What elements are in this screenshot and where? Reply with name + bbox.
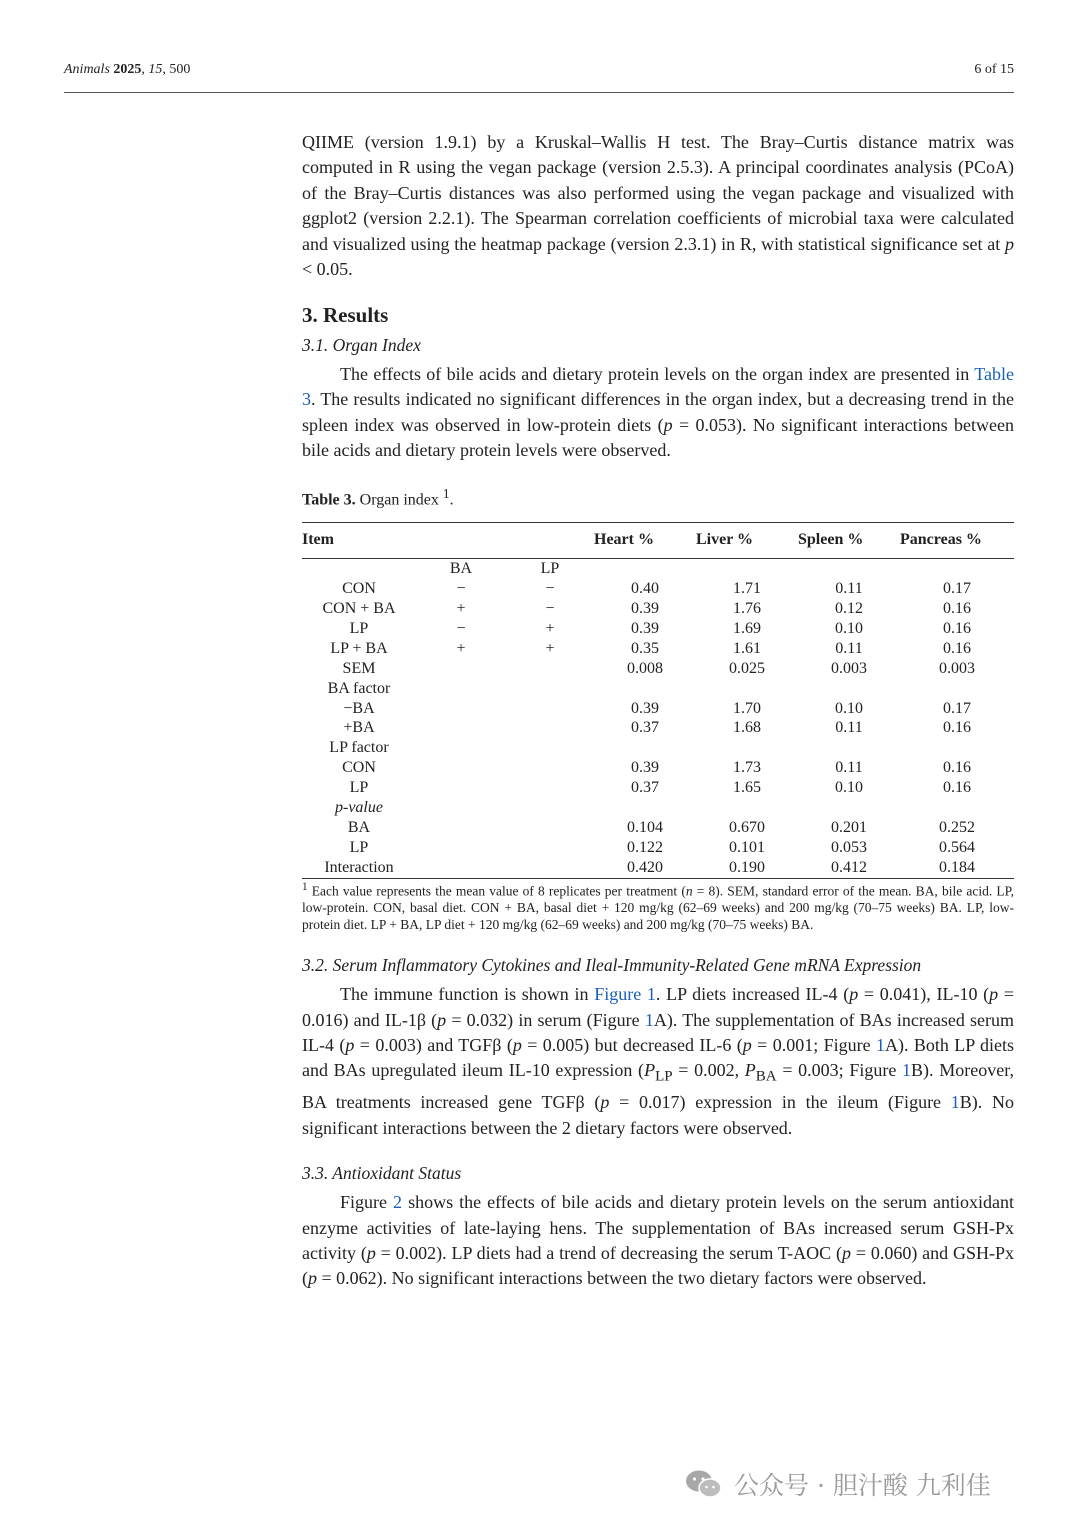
table-cell <box>594 679 696 699</box>
table-cell: 0.008 <box>627 659 663 677</box>
table-cell: − <box>545 580 555 598</box>
figure-1b-link[interactable]: 1 <box>902 1060 912 1081</box>
table-cell: 0.16 <box>943 719 971 737</box>
table-cell: 0.11 <box>835 719 863 737</box>
table-cell <box>416 778 506 798</box>
table-cell: 0.003 <box>831 659 867 677</box>
table-cell <box>506 778 594 798</box>
figure-2-link[interactable]: 2 <box>393 1192 403 1213</box>
table-cell <box>900 738 1014 758</box>
table-cell: −BA <box>343 699 375 717</box>
table-cell <box>798 559 900 579</box>
table-cell: 0.025 <box>729 659 765 677</box>
table-cell: 1.70 <box>733 699 761 717</box>
table-cell <box>506 838 594 858</box>
figure-1a-link[interactable]: 1 <box>644 1009 654 1030</box>
table-cell: Interaction <box>324 858 394 876</box>
table-cell: LP factor <box>329 739 389 757</box>
table-cell <box>594 738 696 758</box>
table-cell: 0.122 <box>627 838 663 856</box>
table-cell: 0.16 <box>943 639 971 657</box>
table-cell <box>416 858 506 878</box>
table-cell <box>506 738 594 758</box>
col-header-pancreas: Pancreas % <box>900 522 1014 558</box>
table-cell: CON + BA <box>322 600 396 618</box>
table-cell: 0.37 <box>631 779 659 797</box>
watermark-text: 公众号 · 胆汁酸 九利佳 <box>734 1471 991 1500</box>
table-row <box>302 659 1014 679</box>
table-cell <box>416 758 506 778</box>
table-cell: 0.40 <box>631 580 659 598</box>
table-row <box>302 699 1014 719</box>
table-cell <box>798 798 900 818</box>
table-cell <box>594 559 696 579</box>
table-cell: 0.10 <box>835 779 863 797</box>
wechat-icon <box>684 1468 724 1500</box>
table-cell: 0.17 <box>943 580 971 598</box>
table-cell: 0.39 <box>631 759 659 777</box>
table-row <box>302 778 1014 798</box>
table-cell <box>696 738 798 758</box>
table-cell <box>900 559 1014 579</box>
table-cell: +BA <box>343 719 375 737</box>
table-row <box>302 619 1014 639</box>
col-header-ba-blank <box>416 522 506 558</box>
table-cell <box>594 798 696 818</box>
table-cell: + <box>456 639 466 657</box>
table-cell: − <box>545 600 555 618</box>
table-row <box>302 679 1014 699</box>
table-cell: 0.39 <box>631 600 659 618</box>
table-cell: 0.37 <box>631 719 659 737</box>
table-cell <box>798 679 900 699</box>
table-row <box>302 579 1014 599</box>
table-cell <box>416 718 506 738</box>
table-cell <box>506 699 594 719</box>
table-cell <box>506 858 594 878</box>
table-cell: 0.35 <box>631 639 659 657</box>
table-cell: 0.101 <box>729 838 765 856</box>
table-cell: 0.003 <box>939 659 975 677</box>
header-rule <box>64 92 1014 93</box>
table-cell <box>416 699 506 719</box>
table-cell: 0.184 <box>939 858 975 876</box>
table-row <box>302 599 1014 619</box>
table-cell: p-value <box>335 799 383 817</box>
table-cell: 0.412 <box>831 858 867 876</box>
table-cell: + <box>545 639 555 657</box>
table-cell: 0.104 <box>627 818 663 836</box>
table-cell: 0.564 <box>939 838 975 856</box>
table-caption: Table 3. Organ index $^1$. <box>302 486 454 509</box>
table-cell: 0.17 <box>943 699 971 717</box>
table-cell: 0.420 <box>627 858 663 876</box>
table-cell: 0.12 <box>835 600 863 618</box>
table-cell: 0.11 <box>835 759 863 777</box>
table-cell: LP <box>349 838 369 856</box>
antioxidant-paragraph: Figure 2 shows the effects of bile acids and dietary protein levels on the serum antioxidant enzyme activities of late-laying hens. The supplementation of BAs increased serum GSH-Px activity (p = 0.002). LP diets had a trend of decreasing the serum T-AOC (p = 0.060) and GSH-Px (p = 0.062). No significant interactions between the two dietary factors were observed. <box>302 1192 1014 1289</box>
table-cell: 1.71 <box>733 580 761 598</box>
table-cell: 1.73 <box>733 759 761 777</box>
table-cell <box>416 659 506 679</box>
figure-1a-link-2[interactable]: 1 <box>875 1035 885 1056</box>
table-row <box>302 639 1014 659</box>
col-header-liver: Liver % <box>696 522 798 558</box>
table-cell: 0.16 <box>943 600 971 618</box>
table-cell <box>416 679 506 699</box>
table-cell: 0.39 <box>631 619 659 637</box>
organ-index-paragraph: The effects of bile acids and dietary protein levels on the organ index are presented in Table 3. The results indicated no significant differences in the organ index, but a decreasing trend in the spleen index was observed in low-protein diets (p = 0.053). No significant interactions between bile acids and dietary protein levels were observed. <box>302 363 1014 461</box>
table-cell: CON <box>342 759 376 777</box>
subsection-heading-serum-cytokines: 3.2. Serum Inflammatory Cytokines and Ileal-Immunity-Related Gene mRNA Expression <box>302 955 922 976</box>
table-cell: LP + BA <box>330 639 388 657</box>
table-footnote: $^1$ Each value represents the mean value of 8 replicates per treatment (n = 8). SEM, standard error of the mean. BA, bile acid. LP, low-protein. CON, basal diet. CON + BA, basal diet + 120 mg/kg (62–69 weeks) and 200 mg/kg (70–75 weeks) BA. LP, low-protein diet. LP + BA, LP diet + 120 mg/kg (62–69 weeks) and 200 mg/kg (70–75 weeks) BA. <box>302 880 1014 933</box>
table-cell: − <box>456 619 466 637</box>
table-cell: 1.76 <box>733 600 761 618</box>
table-cell: BA <box>449 560 473 578</box>
table-cell <box>416 818 506 838</box>
col-header-item: Item <box>302 522 416 558</box>
intro-paragraph: QIIME (version 1.9.1) by a Kruskal–Wallis H test. The Bray–Curtis distance matrix was computed in R using the vegan package (version 2.5.3). A principal coordinates analysis (PCoA) of the Bray–Curtis distances was also performed using the vegan package and visualized with ggplot2 (version 2.2.1). The Spearman correlation coefficients of microbial taxa were calculated and visualized using the heatmap package (version 2.3.1) in R, with statistical significance set at p < 0.05. <box>302 132 1014 280</box>
table-cell <box>506 679 594 699</box>
col-header-spleen: Spleen % <box>798 522 900 558</box>
table-cell <box>416 798 506 818</box>
page-content <box>302 130 1014 1292</box>
table-row <box>302 718 1014 738</box>
table-cell: 0.201 <box>831 818 867 836</box>
table-subheader-row <box>302 559 1014 579</box>
table-cell: 1.61 <box>733 639 761 657</box>
table-cell <box>506 818 594 838</box>
table-cell <box>696 679 798 699</box>
table-cell: 0.10 <box>835 619 863 637</box>
table-cell <box>696 559 798 579</box>
table-cell: LP <box>349 779 369 797</box>
table-cell: 0.39 <box>631 699 659 717</box>
subsection-heading-antioxidant: 3.3. Antioxidant Status <box>302 1163 462 1184</box>
table-cell <box>506 718 594 738</box>
serum-cytokines-paragraph: The immune function is shown in Figure 1. LP diets increased IL-4 (p = 0.041), IL-10 (p = 0.016) and IL-1β (p = 0.032) in serum (Figure 1A). The supplementation of BAs increased serum IL-4 (p = 0.003) and TGFβ (p = 0.005) but decreased IL-6 (p = 0.001; Figure 1A). Both LP diets and BAs upregulated ileum IL-10 expression ($P_{LP} = 0.002$, $P_{BA} = 0.003$; Figure 1B). Moreover, BA treatments increased gene TGFβ (p = 0.017) expression in the ileum (Figure 1B). No significant interactions between the 2 dietary factors were observed. <box>302 984 1015 1138</box>
table-cell <box>900 798 1014 818</box>
table-cell: LP <box>540 560 560 578</box>
table-3-link[interactable]: Table 3 <box>302 363 1014 410</box>
journal-citation: Animals 2025, 15, 500 <box>64 62 191 77</box>
table-cell <box>416 738 506 758</box>
table-cell: CON <box>342 580 376 598</box>
table-cell <box>416 838 506 858</box>
table-cell: 0.11 <box>835 639 863 657</box>
table-cell <box>900 679 1014 699</box>
table-cell: 1.68 <box>733 719 761 737</box>
table-row <box>302 818 1014 838</box>
table-cell: SEM <box>342 659 376 677</box>
table-row <box>302 838 1014 858</box>
section-heading-results: 3. Results <box>302 303 389 328</box>
table-cell: 0.10 <box>835 699 863 717</box>
table-cell: 0.16 <box>943 779 971 797</box>
table-cell: + <box>545 619 555 637</box>
table-cell: 1.65 <box>733 779 761 797</box>
col-header-lp-blank <box>506 522 594 558</box>
table-cell: + <box>456 600 466 618</box>
table-cell: 0.16 <box>943 619 971 637</box>
page-header <box>64 62 1014 84</box>
table-body <box>302 559 1014 879</box>
figure-1b-link-2[interactable]: 1 <box>950 1092 960 1113</box>
table-cell: LP <box>349 619 369 637</box>
table-cell: 0.252 <box>939 818 975 836</box>
col-header-heart: Heart % <box>594 522 696 558</box>
watermark <box>684 1462 991 1506</box>
table-cell <box>506 758 594 778</box>
table-row <box>302 798 1014 818</box>
table-cell <box>506 659 594 679</box>
table-row <box>302 858 1014 878</box>
table-row <box>302 738 1014 758</box>
table-cell: 0.16 <box>943 759 971 777</box>
figure-1-link[interactable]: Figure 1 <box>594 984 656 1005</box>
subsection-heading-organ-index: 3.1. Organ Index <box>302 334 421 355</box>
organ-index-table <box>302 522 1014 879</box>
table-cell: 0.190 <box>729 858 765 876</box>
page-number: 6 of 15 <box>974 62 1014 77</box>
table-cell <box>506 798 594 818</box>
table-cell: 0.053 <box>831 838 867 856</box>
table-cell: BA <box>347 818 371 836</box>
table-header-row <box>302 522 1014 558</box>
table-cell <box>798 738 900 758</box>
table-cell <box>302 559 416 579</box>
table-cell: − <box>456 580 466 598</box>
table-cell: 0.11 <box>835 580 863 598</box>
table-cell: 1.69 <box>733 619 761 637</box>
table-cell <box>696 798 798 818</box>
table-cell: 0.670 <box>729 818 765 836</box>
table-cell: BA factor <box>327 679 391 697</box>
table-row <box>302 758 1014 778</box>
